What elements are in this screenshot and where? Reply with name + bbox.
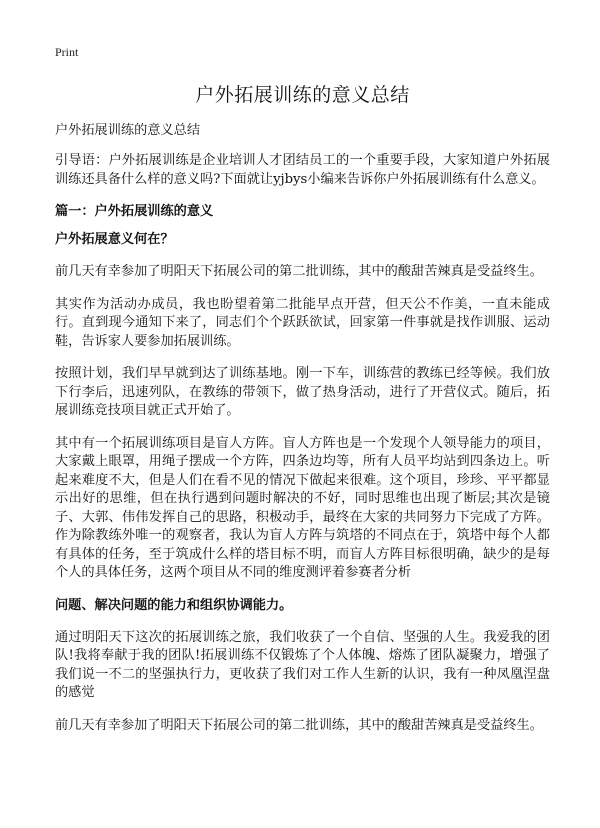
body-paragraph-3: 按照计划，我们早早就到达了训练基地。刚一下车，训练营的教练已经等候。我们放下行李后，迅速列队，在教练的带领下，做了热身活动，进行了开营仪式。随后，拓展训练竞技项目就正式开始了。 <box>55 366 550 418</box>
body-paragraph-6: 前几天有幸参加了明阳天下拓展公司的第二批训练，其中的酸甜苦辣真是受益终生。 <box>55 717 543 733</box>
print-label[interactable]: Print <box>55 45 79 59</box>
page-title: 户外拓展训练的意义总结 <box>195 84 410 106</box>
body-paragraph-4: 其中有一个拓展训练项目是盲人方阵。盲人方阵也是一个发现个人领导能力的项目，大家戴上眼罩，用绳子摆成一个方阵，四条边均等，所有人员平均站到四条边上。听起来难度不大，但是人们在看不见的情况下做起来很难。这个项目，珍珍、平平都显示出好的思维，但在执行遇到问题时解决的不好，同时思维也出现了断层;其次是镜子、大郭、伟伟发挥自己的思路，积极动手，最终在大家的共同努力下完成了方阵。 作为除教练外唯一的观察者，我认为盲人方阵与筑塔的不同点在于，筑塔中每个人都有具体的任务，至于筑成什么样的塔目标不明，而盲人方阵目标很明确，缺少的是每个人的具体任务，这两个项目从不同的维度测评着参赛者分析 <box>55 435 550 580</box>
sub-heading-2: 问题、解决问题的能力和组织协调能力。 <box>55 597 293 613</box>
body-paragraph-1: 前几天有幸参加了明阳天下拓展公司的第二批训练，其中的酸甜苦辣真是受益终生。 <box>55 264 543 279</box>
intro-paragraph: 引导语：户外拓展训练是企业培训人才团结员工的一个重要手段，大家知道户外拓展训练还具备什么样的意义吗?下面就让yjbys小编来告诉你户外拓展训练有什么意义。 <box>55 153 550 187</box>
document-page <box>55 44 550 749</box>
section-heading: 篇一：户外拓展训练的意义 <box>55 204 214 219</box>
document-subtitle: 户外拓展训练的意义总结 <box>55 123 201 138</box>
body-paragraph-2: 其实作为活动办成员，我也盼望着第二批能早点开营，但天公不作美，一直未能成行。直到现今通知下来了，同志们个个跃跃欲试，回家第一件事就是找作训服、运动鞋，告诉家人要参加拓展训练。 <box>55 296 550 349</box>
sub-heading-1: 户外拓展意义何在？ <box>55 232 174 247</box>
body-paragraph-5: 通过明阳天下这次的拓展训练之旅，我们收获了一个自信、坚强的人生。我爱我的团队!我将奉献于我的团队!拓展训练不仅锻炼了个人体魄、熔炼了团队凝聚力，增强了我们说一不二的坚强执行力，更收获了我们对工作人生新的认识，我有一种凤凰涅盘的感觉 <box>55 629 550 700</box>
